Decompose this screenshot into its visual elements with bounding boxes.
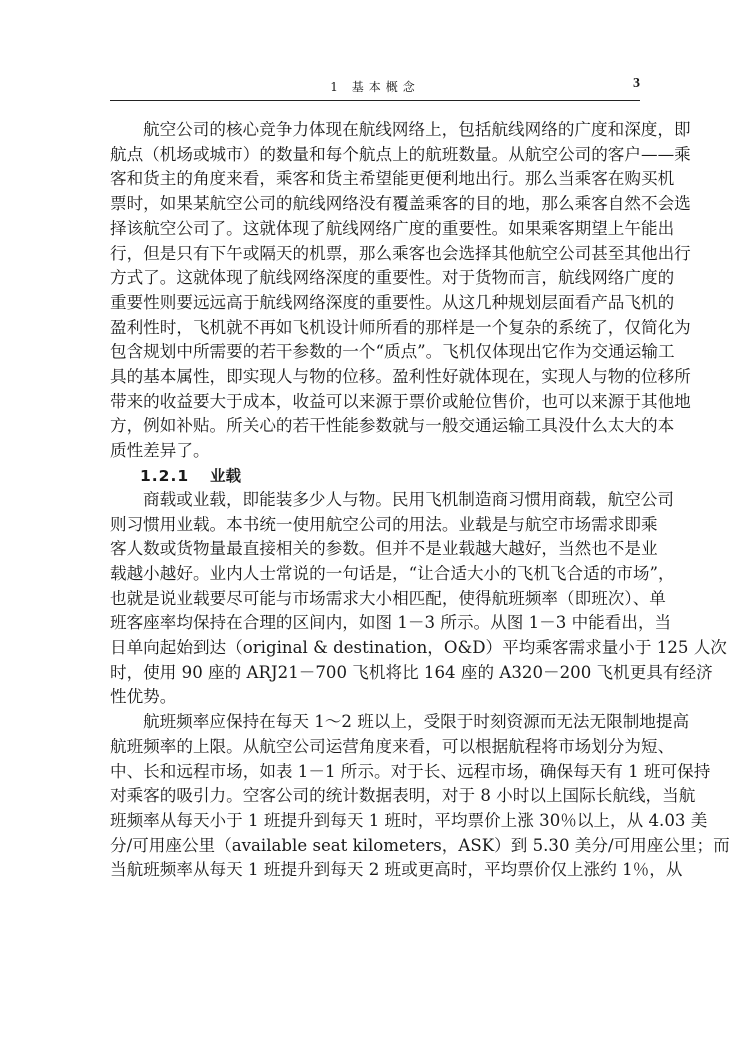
paragraph [110,118,691,464]
running-head-chapter: 1 基本概念 [330,80,420,94]
text-line: 航点（机场或城市）的数量和每个航点上的航班数量。从航空公司的客户——乘 [110,144,691,164]
text-line: 也就是说业载要尽可能与市场需求大小相匹配，使得航班频率（即班次）、单 [110,588,666,608]
text-line: 载越小越好。业内人士常说的一句话是，“让合适大小的飞机飞合适的市场”， [110,563,675,583]
text-line: 班频率从每天小于 1 班提升到每天 1 班时，平均票价上涨 30％以上，从 4.03 美 [110,810,708,830]
text-line: 票时，如果某航空公司的航线网络没有覆盖乘客的目的地，那么乘客自然不会选 [110,194,691,214]
text-line: 当航班频率从每天 1 班提升到每天 2 班或更高时，平均票价仅上涨约 1％，从 [110,860,683,880]
text-line: 则习惯用业载。本书统一使用航空公司的用法。业载是与航空市场需求即乘 [110,514,658,534]
text-line: 质性差异了。 [110,441,210,461]
text-line: 客和货主的角度来看，乘客和货主希望能更便利地出行。那么当乘客在购买机 [110,169,675,189]
text-line: 班客座率均保持在合理的区间内，如图 1－3 所示。从图 1－3 中能看出，当 [110,613,672,633]
section-title: 业载 [210,466,242,485]
text-line: 日单向起始到达（original & destination，O&D）平均乘客需求量小于 125 人次 [110,638,727,658]
section-number: 1.2.1 [140,466,190,485]
text-line: 航班频率的上限。从航空公司运营角度来看，可以根据航程将市场划分为短、 [110,736,675,756]
section-heading [110,464,640,488]
page-header [110,76,640,101]
text-line: 方，例如补贴。所关心的若干性能参数就与一般交通运输工具没什么太大的本 [110,416,675,436]
text-line: 对乘客的吸引力。空客公司的统计数据表明，对于 8 小时以上国际长航线，当航 [110,786,696,806]
text-line: 行，但是只有下午或隔天的机票，那么乘客也会选择其他航空公司甚至其他出行 [110,243,691,263]
text-line: 具的基本属性，即实现人与物的位移。盈利性好就体现在，实现人与物的位移所 [110,367,691,387]
text-line: 航空公司的核心竞争力体现在航线网络上，包括航线网络的广度和深度，即 [143,120,691,139]
text-line: 带来的收益要大于成本，收益可以来源于票价或舱位售价，也可以来源于其他地 [110,391,691,411]
paragraph [110,488,727,710]
text-line: 包含规划中所需要的若干参数的一个“质点”。飞机仅体现出它作为交通运输工 [110,342,675,362]
text-line: 中、长和远程市场，如表 1－1 所示。对于长、远程市场，确保每天有 1 班可保持 [110,761,711,781]
text-line: 盈利性时，飞机就不再如飞机设计师所看的那样是一个复杂的系统了，仅简化为 [110,317,691,337]
text-line: 方式了。这就体现了航线网络深度的重要性。对于货物而言，航线网络广度的 [110,268,675,288]
text-line: 分/可用座公里（available seat kilometers，ASK）到 5.30 美分/可用座公里；而 [110,835,730,855]
page-number: 3 [633,76,640,91]
text-line: 商载或业载，即能装多少人与物。民用飞机制造商习惯用商载，航空公司 [143,489,674,509]
paragraph [110,710,730,883]
text-line: 时，使用 90 座的 ARJ21－700 飞机将比 164 座的 A320－200 飞机更具有经济 [110,662,713,682]
text-line: 航班频率应保持在每天 1～2 班以上，受限于时刻资源而无法无限制地提高 [143,712,690,732]
text-line: 客人数或货物量最直接相关的参数。但并不是业载越大越好，当然也不是业 [110,539,658,559]
text-line: 择该航空公司了。这就体现了航线网络广度的重要性。如果乘客期望上午能出 [110,218,675,238]
page-body [110,118,730,883]
text-line: 重要性则要远远高于航线网络深度的重要性。从这几种规划层面看产品飞机的 [110,292,675,312]
text-line: 性优势。 [110,687,177,707]
